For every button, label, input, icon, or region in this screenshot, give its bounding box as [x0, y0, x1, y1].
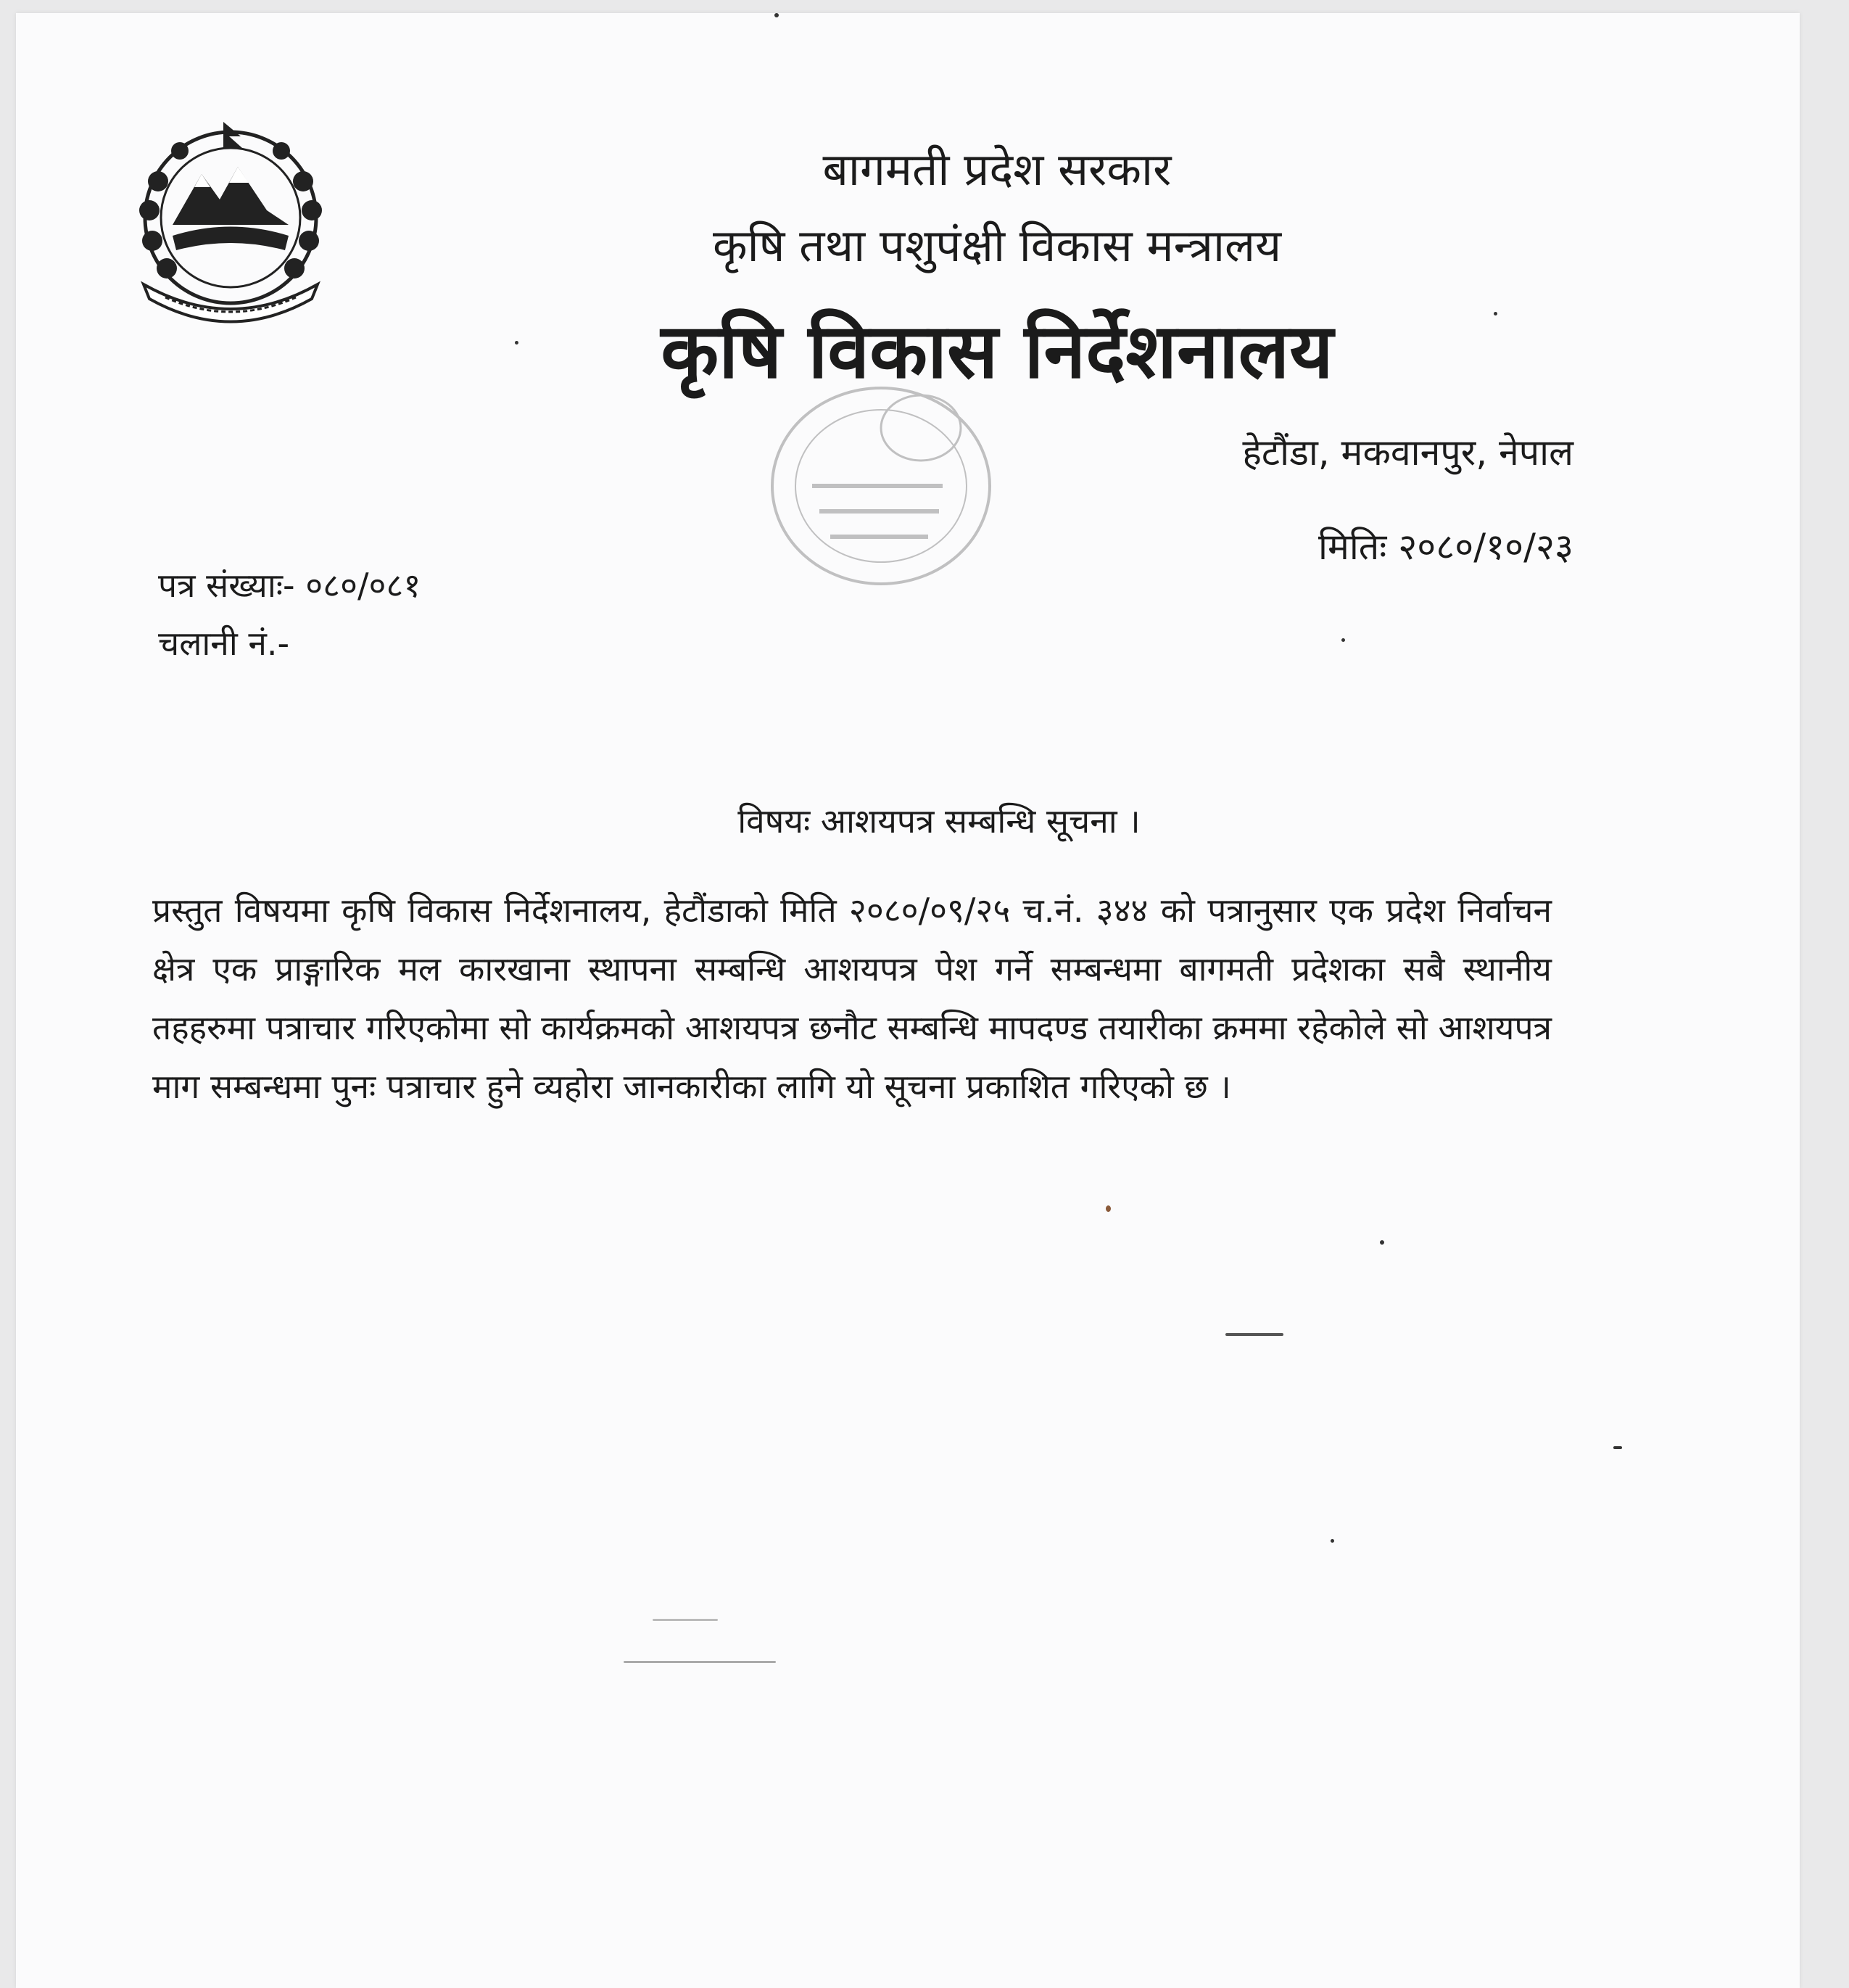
scan-speck — [1331, 1539, 1334, 1543]
scan-speck — [515, 341, 518, 345]
department-name: कृषि विकास निर्देशनालय — [661, 307, 1333, 395]
letter-date: मितिः २०८०/१०/२३ — [1318, 526, 1573, 568]
government-name: बागमती प्रदेश सरकार — [822, 143, 1172, 196]
scan-speck — [653, 1619, 718, 1621]
letter-subject: विषयः आशयपत्र सम्बन्धि सूचना । — [737, 801, 1141, 841]
scan-speck — [1106, 1205, 1111, 1212]
scan-speck — [624, 1661, 776, 1663]
office-address: हेटौंडा, मकवानपुर, नेपाल — [1242, 432, 1573, 474]
office-seal-icon — [761, 377, 1001, 595]
scan-speck — [1613, 1446, 1622, 1449]
ministry-name: कृषि तथा पशुपंक्षी विकास मन्त्रालय — [712, 219, 1282, 272]
scan-speck — [1341, 638, 1345, 642]
letter-body: प्रस्तुत विषयमा कृषि विकास निर्देशनालय, हेटौंडाको मिति २०८०/०९/२५ च.नं. ३४४ को पत्रानुसार एक प्रदेश निर्वाचन क्षेत्र एक प्राङ्गारिक मल कारखाना स्थापना सम्बन्धि आशयपत्र पेश गर्ने सम्बन्धमा बागमती प्रदेशका सबै स्थानीय तहहरुमा पत्राचार गरिएकोमा सो कार्यक्रमको आशयपत्र छनौट सम्बन्धि मापदण्ड तयारीका क्रममा रहेकोले सो आशयपत्र माग सम्बन्धमा पुनः पत्राचार हुने व्यहोरा जानकारीका लागि यो सूचना प्रकाशित गरिएको छ । — [152, 891, 1552, 1106]
scan-speck — [1494, 312, 1497, 315]
scan-speck — [774, 13, 779, 17]
scan-speck — [1225, 1333, 1283, 1336]
letter-number: पत्र संख्याः- ०८०/०८१ — [158, 566, 421, 605]
dispatch-number: चलानी नं.- — [158, 624, 290, 663]
scan-speck — [1380, 1240, 1384, 1245]
